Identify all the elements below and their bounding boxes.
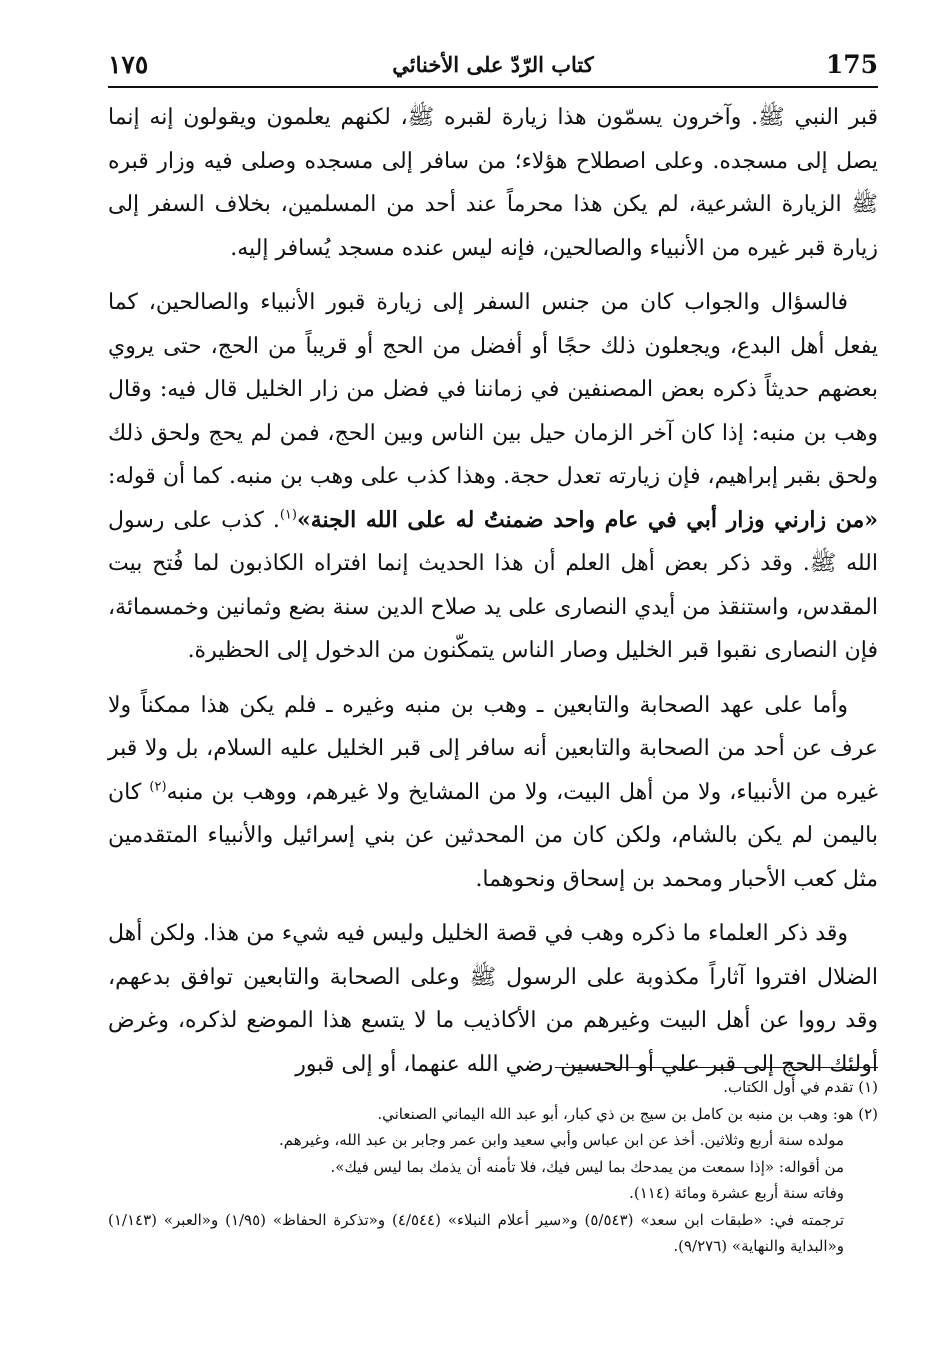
paragraph-3-text-a: وأما على عهد الصحابة والتابعين ـ وهب بن منبه وغيره ـ فلم يكن هذا ممكناً ولا عرف عن أحد من الصحابة والتابعين أنه سافر إلى قبر الخليل عليه السلام، بل ولا قبر غيره من الأنبياء، ولا من أهل البيت، ولا من المشايخ ولا غيرهم، ووهب بن منبه [108, 692, 878, 805]
running-title: كتاب الرّدّ على الأخنائي [392, 52, 594, 77]
paragraph-2-text-b: . كذب على رسول الله ﷺ. وقد ذكر بعض أهل العلم أن هذا الحديث إنما افتراه الكاذبون لما فُتح بيت المقدس، واستنقذ من أيدي النصارى على يد صلاح الدين سنة بضع وثمانين وخمسمائة، فإن النصارى نقبوا قبر الخليل وصار الناس يتمكّنون من الدخول إلى الحظيرة. [108, 507, 878, 663]
footnote-2: (٢) هو: وهب بن منبه بن كامل بن سيج بن ذي كبار، أبو عبد الله اليماني الصنعاني. [377, 1104, 878, 1123]
header-rule [108, 86, 878, 88]
hadith-quote: «من زارني وزار أبي في عام واحد ضمنتُ له على الله الجنة» [296, 506, 879, 533]
paragraph-3 [108, 684, 878, 902]
footnote-2-line: وفاته سنة أربع عشرة ومائة (١١٤). [629, 1184, 844, 1202]
paragraph-2-text-a: فالسؤال والجواب كان من جنس السفر إلى زيارة قبور الأنبياء والصالحين، كما يفعل أهل البدع، ويجعلون ذلك حجًا أو أفضل من الحج أو قريباً من الحج، حتى يروي بعضهم حديثاً ذكره بعض المصنفين في زماننا في فضل من زار الخليل قال فيه: وقال وهب بن منبه: إذا كان آخر الزمان حيل بين الناس وبين الحج، فمن لم يحج ولحق ذلك ولحق بقبر إبراهيم، فإن زيارته تعدل حجة. وهذا كذب على وهب بن منبه. كما أن قوله: [108, 290, 878, 489]
footnote-2-line: مولده سنة أربع وثلاثين. أخذ عن ابن عباس وأبي سعيد وابن عمر وجابر بن عبد الله، وغيرهم. [279, 1131, 844, 1149]
footnote-1: (١) تقدم في أول الكتاب. [723, 1078, 878, 1096]
footnote-ref-2[interactable]: (٢) [149, 779, 167, 795]
paragraph-4: وقد ذكر العلماء ما ذكره وهب في قصة الخليل وليس فيه شيء من هذا. ولكن أهل الضلال افتروا آثاراً مكذوبة على الرسول ﷺ وعلى الصحابة والتابعين توافق بدعهم، وقد رووا عن أهل البيت وغيرهم من الأكاذيب ما لا يتسع هذا الموضع لذكره، وغرض أولئك الحج إلى قبر علي أو الحسين رضي الله عنهما، أو إلى قبور [108, 921, 878, 1077]
page-number-latin: 175 [825, 50, 878, 79]
paragraph-1: قبر النبي ﷺ. وآخرون يسمّون هذا زيارة لقبره ﷺ، لكنهم يعلمون ويقولون إنه إنما يصل إلى مسجده. وعلى اصطلاح هؤلاء؛ من سافر إلى مسجده وصلى فيه وزار قبره ﷺ الزيارة الشرعية، لم يكن هذا محرماً عند أحد من المسلمين، بخلاف السفر إلى زيارة قبر غيره من الأنبياء والصالحين، فإنه ليس عنده مسجد يُسافر إليه. [108, 105, 878, 261]
footnote-2-line: ترجمته في: «طبقات ابن سعد» (٥/٥٤٣) و«سير أعلام النبلاء» (٤/٥٤٤) و«تذكرة الحفاظ» (١/٩٥) و«العبر» (١/١٤٣) و«البداية والنهاية» (٩/٢٧٦). [108, 1210, 844, 1255]
footnote-separator [555, 1067, 878, 1068]
main-text [108, 96, 878, 1097]
footnotes [108, 1074, 878, 1260]
footnote-ref-1[interactable]: (١) [279, 507, 297, 523]
footnote-2-line: من أقواله: «إذا سمعت من يمدحك بما ليس فيك، فلا تأمنه أن يذمك بما ليس فيك». [330, 1157, 844, 1176]
paragraph-2 [108, 281, 878, 673]
page-number-arabic: ١٧٥ [108, 50, 149, 79]
page-header [108, 40, 878, 90]
paragraph-3-text-b: كان باليمن لم يكن بالشام، ولكن كان من المحدثين عن بني إسرائيل والأنبياء المتقدمين مثل كعب الأحبار ومحمد بن إسحاق ونحوهما. [108, 779, 878, 892]
